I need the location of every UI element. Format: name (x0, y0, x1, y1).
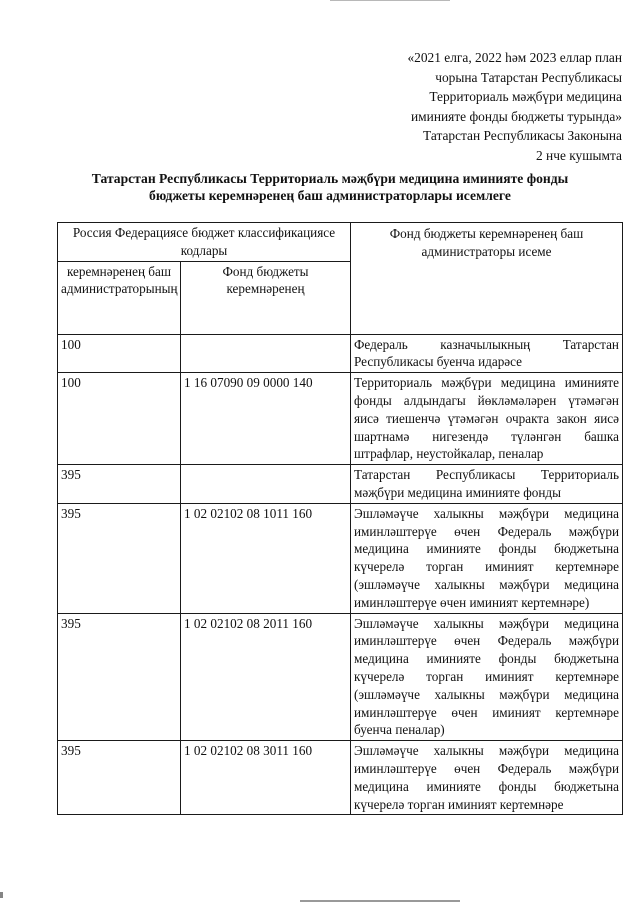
cell-name: Эшләмәүче халыкны мәҗбүри медицина иминләштерүе өчен Федераль мәҗбүри медицина иминияте фонды бюджетына күчерелә торган иминият кертемнәре (эшләмәүче халыкны мәҗбүри медицина иминләштерүе өчен иминият кертемнәре) (351, 503, 623, 613)
table-row (58, 465, 623, 504)
cell-code: 1 02 02102 08 2011 160 (181, 613, 351, 741)
cell-code (181, 334, 351, 373)
cell-code: 1 02 02102 08 1011 160 (181, 503, 351, 613)
table-row (58, 334, 623, 373)
administrators-table (57, 222, 623, 815)
cell-admin: 100 (58, 334, 181, 373)
appendix-line: Татарстан Республикасы Законына (423, 128, 622, 143)
appendix-line: Территориаль мәҗбүри медицина (429, 89, 622, 104)
appendix-line: «2021 елга, 2022 һәм 2023 еллар план (407, 50, 622, 65)
header-fund-code: Фонд бюджеты керемнәренең (181, 261, 351, 334)
table-header-row (58, 223, 623, 262)
cell-admin: 100 (58, 373, 181, 465)
cell-name: Федераль казначылыкның Татарстан Республикасы буенча идарәсе (351, 334, 623, 373)
cell-admin: 395 (58, 465, 181, 504)
cell-name: Татарстан Республикасы Территориаль мәҗбүри медицина иминияте фонды (351, 465, 623, 504)
header-admin-code: керемнәренең баш администраторының (58, 261, 181, 334)
appendix-line: иминияте фонды бюджеты турында» (411, 108, 622, 124)
cell-admin: 395 (58, 613, 181, 741)
table-row (58, 373, 623, 465)
table-row (58, 741, 623, 815)
cell-admin: 395 (58, 503, 181, 613)
appendix-line: чорына Татарстан Республикасы (435, 69, 622, 85)
document-title (40, 170, 620, 204)
appendix-line: 2 нче кушымта (536, 147, 622, 163)
title-line: бюджеты керемнәренең баш администраторлары исемлеге (149, 188, 511, 203)
cell-name: Территориаль мәҗбүри медицина иминияте фонды алдындагы йөкләмәләрен үтәмәгән яисә тиешенчә үтәмәгән очракта закон яисә шартнамә нигезендә түләнгән башка штрафлар, неустойкалар, пеналар (351, 373, 623, 465)
appendix-note (322, 48, 622, 165)
cell-code (181, 465, 351, 504)
header-admin-name: Фонд бюджеты керемнәренең баш администраторы исеме (351, 223, 623, 335)
scan-artifact (330, 0, 450, 1)
cell-code: 1 02 02102 08 3011 160 (181, 741, 351, 815)
scan-artifact (300, 900, 460, 902)
header-classification: Россия Федерациясе бюджет классификациясе кодлары (58, 223, 351, 262)
cell-name: Эшләмәүче халыкны мәҗбүри медицина иминләштерүе өчен Федераль мәҗбүри медицина иминияте фонды бюджетына күчерелә торган иминият кертемнәре (351, 741, 623, 815)
scan-artifact (0, 892, 3, 898)
table-row (58, 503, 623, 613)
cell-admin: 395 (58, 741, 181, 815)
title-line: Татарстан Республикасы Территориаль мәҗбүри медицина иминияте фонды (91, 171, 569, 186)
table-row (58, 613, 623, 741)
cell-name: Эшләмәүче халыкны мәҗбүри медицина иминләштерүе өчен Федераль мәҗбүри медицина иминияте фонды бюджетына күчерелә торган иминият кертемнәре (эшләмәүче халыкны мәҗбүри медицина иминләштерүе өчен иминият кертемнәре буенча пеналар) (351, 613, 623, 741)
cell-code: 1 16 07090 09 0000 140 (181, 373, 351, 465)
